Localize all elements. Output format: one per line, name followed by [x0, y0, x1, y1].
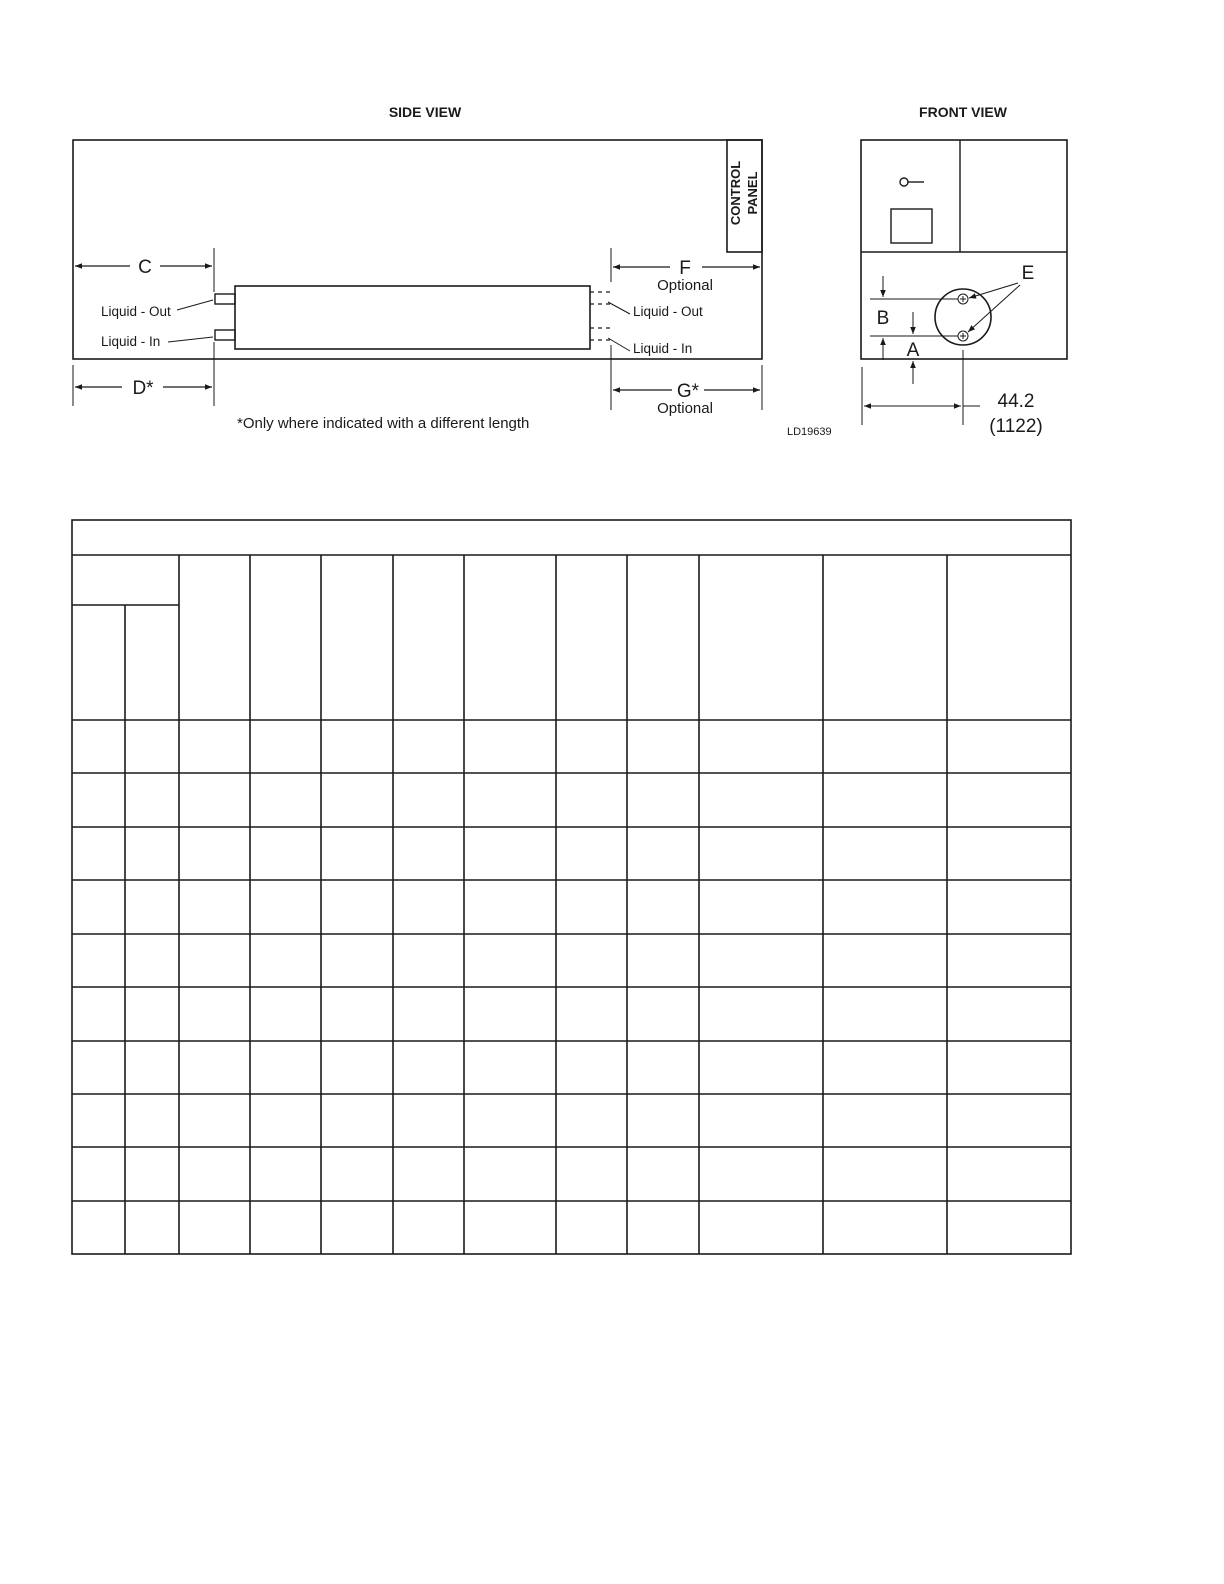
dim-g-label: G* [676, 381, 700, 402]
key-icon [900, 178, 924, 186]
display-window [891, 209, 932, 243]
nozzle-upper-icon [958, 294, 968, 304]
table-outline [72, 520, 1071, 1254]
dim-d-label: D* [132, 378, 154, 399]
left-nozzle-in [215, 330, 235, 340]
dim-a-label: A [906, 340, 920, 361]
dimension-table [72, 520, 1071, 1254]
evaporator-shell [235, 286, 590, 349]
control-panel-label-line1: CONTROL [728, 160, 743, 226]
dim-f-label: F [679, 258, 691, 279]
dim-b-label: B [876, 308, 890, 329]
unit-outline [73, 140, 762, 359]
front-view-title: FRONT VIEW [919, 104, 1007, 120]
side-view [73, 104, 832, 438]
left-liquid-out-label: Liquid - Out [101, 304, 171, 319]
side-view-title: SIDE VIEW [388, 104, 462, 120]
left-nozzle-out [215, 294, 235, 304]
left-liquid-in-label: Liquid - In [101, 334, 161, 349]
front-view [861, 104, 1067, 437]
drawing-id: LD19639 [787, 426, 832, 438]
footnote: *Only where indicated with a different length [237, 415, 530, 432]
dim-c-label: C [138, 257, 152, 278]
right-liquid-in-label: Liquid - In [633, 341, 693, 356]
front-outline [861, 140, 1067, 359]
nozzle-lower-icon [958, 331, 968, 341]
control-panel-label-line2: PANEL [745, 171, 760, 215]
width-mm: (1122) [989, 416, 1043, 437]
right-optional-nozzles [590, 292, 612, 340]
right-liquid-out-label: Liquid - Out [633, 304, 703, 319]
dim-e-label: E [1021, 263, 1035, 284]
width-inches: 44.2 [997, 391, 1035, 412]
dim-g-optional: Optional [657, 400, 713, 417]
dim-f-optional: Optional [657, 277, 713, 294]
